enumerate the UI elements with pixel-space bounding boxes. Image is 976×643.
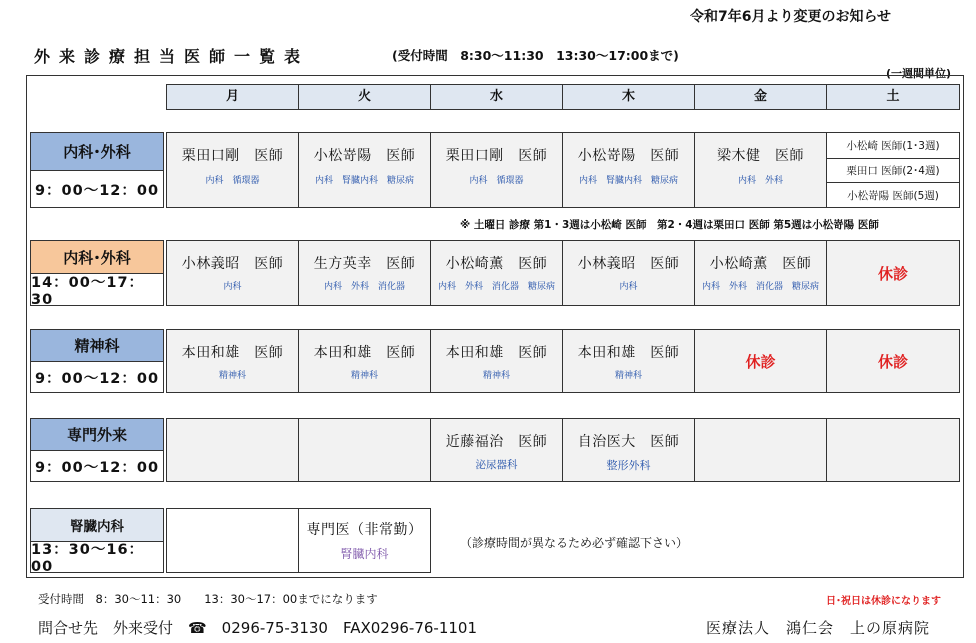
cell-sat xyxy=(826,132,960,208)
cell-fri xyxy=(694,329,827,393)
doctor-name: 本田和雄 医師 xyxy=(577,345,680,361)
specialty: 精神科 xyxy=(350,371,378,381)
cell-tue xyxy=(298,240,431,306)
dept-time: 13：30～16：00 xyxy=(31,541,163,573)
change-notice: 令和7年6月より変更のお知らせ xyxy=(690,9,892,25)
dept-label: 専門外来 xyxy=(31,419,163,450)
saturday-note: ※ 土曜日 診療 第1・3週は小松崎 医師 第2・4週は栗田口 医師 第5週は小松嵜陽 医師 xyxy=(460,219,879,231)
dept-label: 腎臓内科 xyxy=(31,509,163,541)
saturday-rotation-2: 栗田口 医師(2･4週) xyxy=(827,158,959,183)
dept-am-internal xyxy=(30,132,164,208)
footer-reception: 受付時間 8：30～11：30 13：30～17：00までになります xyxy=(38,592,378,606)
contact-info: 問合せ先 外来受付 ☎ 0296-75-3130 FAX0296-76-1101 xyxy=(38,619,477,637)
specialty: 内科 外科 xyxy=(737,176,783,186)
closed-label: 休診 xyxy=(877,352,908,371)
specialty: 泌尿器科 xyxy=(475,459,518,471)
dept-label: 内科･外科 xyxy=(31,241,163,273)
dept-nephrology xyxy=(30,508,164,576)
specialty: 内科 循環器 xyxy=(469,176,524,186)
specialty: 精神科 xyxy=(614,371,642,381)
saturday-rotation-3: 小松嵜陽 医師(5週) xyxy=(827,182,959,207)
cell-mon xyxy=(166,329,299,393)
doctor-name: 小松嵜陽 医師 xyxy=(313,148,416,164)
dept-time: 9：00～12：00 xyxy=(31,361,163,392)
cell-tue xyxy=(298,132,431,208)
cell-sat xyxy=(826,329,960,393)
hospital-name: 医療法人 鴻仁会 上の原病院 xyxy=(706,619,931,637)
saturday-rotation-1: 小松崎 医師(1･3週) xyxy=(846,139,940,152)
cell-wed xyxy=(430,240,563,306)
specialty: 精神科 xyxy=(218,371,246,381)
specialty: 内科 外科 消化器 糖尿病 xyxy=(701,282,819,292)
doctor-name: 自治医大 医師 xyxy=(577,434,680,450)
specialty: 整形外科 xyxy=(606,459,651,472)
doctor-name: 小林義昭 医師 xyxy=(181,256,284,272)
day-header-thu: 木 xyxy=(562,84,695,110)
cell-thu xyxy=(562,418,695,482)
specialty: 内科 外科 消化器 糖尿病 xyxy=(437,282,555,292)
doctor-name: 小林義昭 医師 xyxy=(577,256,680,272)
doctor-name: 栗田口剛 医師 xyxy=(445,148,548,164)
cell-mon xyxy=(166,132,299,208)
doctor-name: 生方英幸 医師 xyxy=(313,256,416,272)
cell-wed xyxy=(430,418,563,482)
doctor-name: 小松崎薫 医師 xyxy=(445,256,548,272)
doctor-name: 小松崎薫 医師 xyxy=(709,256,812,272)
row-nephrology xyxy=(30,508,964,576)
row-pm-internal xyxy=(30,240,964,306)
dept-label: 内科･外科 xyxy=(31,133,163,170)
cell-sat xyxy=(826,240,960,306)
doctor-name: 専門医（非常勤） xyxy=(306,522,423,538)
cell-mon xyxy=(166,418,299,482)
specialty: 腎臓内科 xyxy=(340,547,389,561)
cell-wed xyxy=(430,329,563,393)
holiday-notice: 日･祝日は休診になります xyxy=(826,596,941,607)
specialty: 内科 腎臓内科 糖尿病 xyxy=(314,176,414,186)
row-specialty xyxy=(30,418,964,482)
dept-time: 9：00～12：00 xyxy=(31,450,163,481)
cell-mon xyxy=(166,240,299,306)
cell-sat xyxy=(826,418,960,482)
cell-mon xyxy=(166,508,299,573)
specialty: 精神科 xyxy=(482,371,510,381)
day-header-mon: 月 xyxy=(166,84,299,110)
day-header-sat: 土 xyxy=(826,84,960,110)
cell-thu xyxy=(562,240,695,306)
dept-label: 精神科 xyxy=(31,330,163,361)
unit-label: (一週間単位) xyxy=(886,67,952,80)
cell-fri xyxy=(694,132,827,208)
dept-time: 9：00～12：00 xyxy=(31,170,163,207)
closed-label: 休診 xyxy=(745,352,776,371)
cell-fri xyxy=(694,418,827,482)
cell-tue xyxy=(298,508,431,573)
row-am-internal xyxy=(30,132,964,208)
doctor-name: 小松嵜陽 医師 xyxy=(577,148,680,164)
cell-thu xyxy=(562,329,695,393)
cell-tue xyxy=(298,329,431,393)
specialty: 内科 腎臓内科 糖尿病 xyxy=(578,176,678,186)
hours-differ-message: （診療時間が異なるため必ず確認下さい） xyxy=(460,536,689,550)
doctor-name: 本田和雄 医師 xyxy=(313,345,416,361)
day-header-fri: 金 xyxy=(694,84,827,110)
dept-psychiatry xyxy=(30,329,164,393)
specialty: 内科 外科 消化器 xyxy=(323,282,405,292)
cell-wed xyxy=(430,132,563,208)
specialty: 内科 循環器 xyxy=(205,176,260,186)
doctor-name: 本田和雄 医師 xyxy=(181,345,284,361)
dept-specialty xyxy=(30,418,164,482)
doctor-name: 梁木健 医師 xyxy=(717,148,804,164)
cell-tue xyxy=(298,418,431,482)
cell-thu xyxy=(562,132,695,208)
dept-time: 14：00～17：30 xyxy=(31,273,163,305)
day-header-tue: 火 xyxy=(298,84,431,110)
doctor-name: 本田和雄 医師 xyxy=(445,345,548,361)
reception-hours: (受付時間 8:30～11:30 13:30～17:00まで) xyxy=(392,48,679,63)
specialty: 内科 xyxy=(619,282,638,292)
dept-pm-internal xyxy=(30,240,164,306)
day-header-wed: 水 xyxy=(430,84,563,110)
row-psychiatry xyxy=(30,329,964,393)
doctor-name: 近藤福治 医師 xyxy=(445,434,548,450)
closed-label: 休診 xyxy=(877,264,908,283)
specialty: 内科 xyxy=(223,282,242,292)
cell-fri xyxy=(694,240,827,306)
doctor-name: 栗田口剛 医師 xyxy=(181,148,284,164)
page-title: 外来診療担当医師一覧表 xyxy=(34,47,310,66)
